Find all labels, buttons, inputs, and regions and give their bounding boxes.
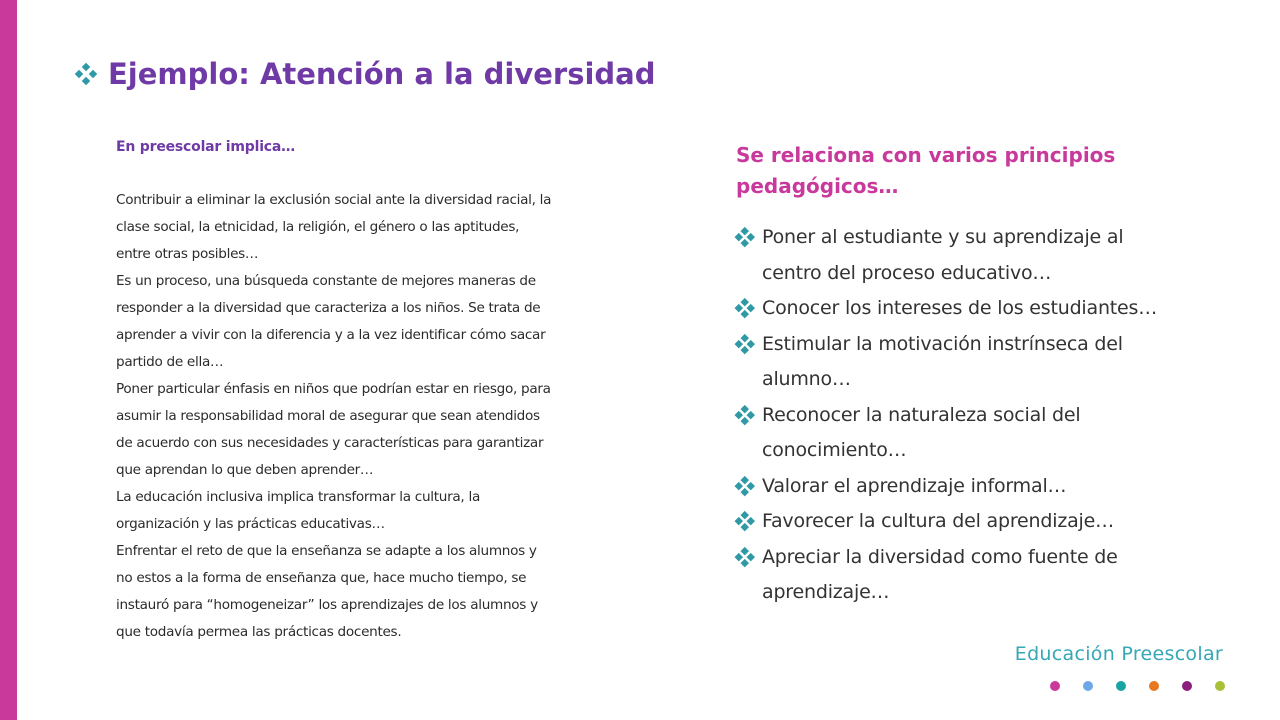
decorative-dot [1149, 681, 1159, 691]
paragraph-line: aprender a vivir con la diferencia y a la vez identificar cómo sacar [116, 327, 546, 343]
principle-item [736, 398, 1256, 469]
principle-text: Favorecer la cultura del aprendizaje… [762, 510, 1114, 532]
paragraph-line: asumir la responsabilidad moral de asegurar que sean atendidos [116, 408, 540, 424]
decorative-dot [1083, 681, 1093, 691]
principle-text: Reconocer la naturaleza social del conocimiento… [762, 403, 1081, 461]
principle-text: Valorar el aprendizaje informal… [762, 474, 1067, 497]
principle-item [736, 327, 1256, 398]
principle-item [736, 540, 1256, 611]
footer-dots [1050, 681, 1248, 691]
principle-text: Conocer los intereses de los estudiantes… [762, 297, 1158, 319]
paragraph-line: que todavía permea las prácticas docentes. [116, 624, 402, 640]
decorative-dot [1116, 681, 1126, 691]
paragraph-line: clase social, la etnicidad, la religión, el género o las aptitudes, [116, 219, 520, 235]
paragraph-line: instauró para “homogeneizar” los aprendizajes de los alumnos y [116, 597, 538, 613]
left-accent-bar [0, 0, 17, 720]
diamond-bullet-icon [736, 406, 754, 424]
right-heading: Se relaciona con varios principios pedagógicos… [736, 143, 1116, 198]
slide-title: Ejemplo: Atención a la diversidad [108, 57, 656, 91]
left-heading: En preescolar implica… [116, 139, 295, 155]
diamond-bullet-icon [736, 512, 754, 530]
principle-item [736, 504, 1256, 540]
decorative-dot [1182, 681, 1192, 691]
right-column [736, 140, 1256, 611]
principle-text: Poner al estudiante y su aprendizaje al centro del proceso educativo… [762, 226, 1124, 284]
left-paragraph [116, 187, 626, 646]
diamond-bullet-icon [736, 228, 754, 246]
paragraph-line: partido de ella… [116, 354, 224, 370]
diamond-bullet-icon [76, 64, 96, 84]
paragraph-line: responder a la diversidad que caracteriza a los niños. Se trata de [116, 300, 541, 316]
decorative-dot [1050, 681, 1060, 691]
paragraph-line: que aprendan lo que deben aprender… [116, 462, 374, 478]
principles-list [736, 220, 1256, 611]
slide-title-row [76, 52, 656, 96]
principle-text: Apreciar la diversidad como fuente de aprendizaje… [762, 545, 1118, 603]
paragraph-line: organización y las prácticas educativas… [116, 516, 385, 532]
diamond-bullet-icon [736, 299, 754, 317]
paragraph-line: no estos a la forma de enseñanza que, hace mucho tiempo, se [116, 570, 527, 586]
paragraph-line: Contribuir a eliminar la exclusión social ante la diversidad racial, la [116, 192, 552, 208]
principle-item [736, 220, 1256, 291]
principle-text: Estimular la motivación instrínseca del alumno… [762, 332, 1123, 390]
diamond-bullet-icon [736, 335, 754, 353]
paragraph-line: Enfrentar el reto de que la enseñanza se adapte a los alumnos y [116, 543, 537, 559]
paragraph-line: Es un proceso, una búsqueda constante de mejores maneras de [116, 273, 536, 289]
paragraph-line: de acuerdo con sus necesidades y características para garantizar [116, 435, 544, 451]
paragraph-line: La educación inclusiva implica transformar la cultura, la [116, 489, 480, 505]
paragraph-line: Poner particular énfasis en niños que podrían estar en riesgo, para [116, 381, 551, 397]
paragraph-line: entre otras posibles… [116, 246, 259, 262]
decorative-dot [1215, 681, 1225, 691]
diamond-bullet-icon [736, 548, 754, 566]
diamond-bullet-icon [736, 477, 754, 495]
principle-item [736, 469, 1256, 505]
principle-item [736, 291, 1256, 327]
left-column [116, 137, 626, 646]
footer-brand: Educación Preescolar [1014, 643, 1223, 665]
